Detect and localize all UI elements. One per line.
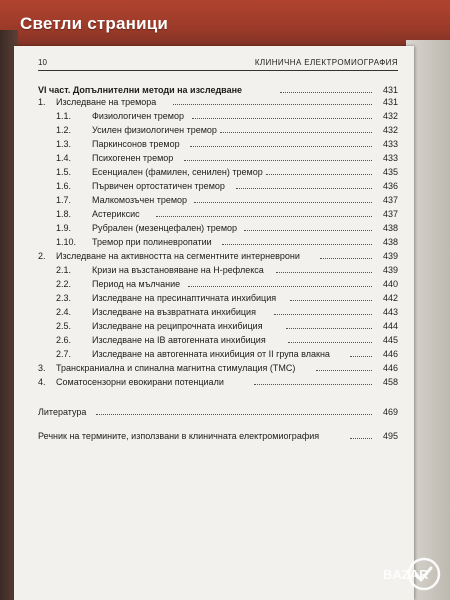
overlay-title: Светли страници (20, 14, 169, 33)
toc-entry (38, 194, 398, 206)
dot-leader (220, 132, 372, 133)
toc-entry-number: 2.5. (56, 321, 72, 331)
toc-entry-page: 432 (382, 125, 398, 135)
toc-entry (38, 320, 398, 332)
toc-entry-label: Изследване на IB автогенната инхибиция (92, 335, 266, 345)
toc-entry (38, 278, 398, 290)
toc-entry-number: 1.1. (56, 111, 72, 121)
toc-entry-page: 446 (382, 363, 398, 373)
toc-entry (38, 208, 398, 220)
toc-entry-label: Изследване на реципрочната инхибиция (92, 321, 263, 331)
toc-entry-label: Период на мълчание (92, 279, 181, 289)
dot-leader (274, 314, 372, 315)
toc-entry-label: Изследване на тремора (56, 97, 157, 107)
dot-leader (350, 356, 372, 357)
toc-entry (38, 110, 398, 122)
dot-leader (286, 328, 372, 329)
toc-entry-label: Тремор при полиневропатии (92, 237, 212, 247)
bazar-logo-icon (381, 548, 445, 600)
toc-entry-page: 442 (382, 293, 398, 303)
toc-entry-number: 1. (38, 97, 46, 107)
toc-entry (38, 406, 398, 418)
toc-entry-number: 4. (38, 377, 46, 387)
toc-entry (38, 222, 398, 234)
toc-entry-page: 439 (382, 265, 398, 275)
page-number: 10 (38, 58, 47, 67)
dot-leader (276, 272, 372, 273)
toc-entry-label: Изследване на активността на сегментните интерневрони (56, 251, 300, 261)
toc-entry-page: 445 (382, 335, 398, 345)
toc-entry-label: Изследване на автогенната инхибиция от II група влакна (92, 349, 330, 359)
toc-entry-page: 446 (382, 349, 398, 359)
book-page (14, 46, 414, 600)
toc-entry-page: 444 (382, 321, 398, 331)
dot-leader (320, 258, 372, 259)
toc-entry-page: 437 (382, 209, 398, 219)
toc-entry-page: 431 (382, 97, 398, 107)
dot-leader (236, 188, 372, 189)
toc-entry-label: Транскраниална и спинална магнитна стимулация (ТМС) (56, 363, 296, 373)
toc-entry-number: 2.1. (56, 265, 72, 275)
toc-entry-number: 2.2. (56, 279, 72, 289)
toc-entry-number: 1.5. (56, 167, 72, 177)
dot-leader (290, 300, 372, 301)
toc-entry-label: Първичен ортостатичен тремор (92, 181, 225, 191)
toc-entry (38, 124, 398, 136)
dot-leader (194, 202, 372, 203)
toc-entry-label: VI част. Допълнителни методи на изследване (38, 85, 243, 95)
toc-entry-label: Рубрален (мезенцефален) тремор (92, 223, 238, 233)
dot-leader (188, 286, 372, 287)
toc-entry-label: Малкомозъчен тремор (92, 195, 188, 205)
toc-entry-label: Физиологичен тремор (92, 111, 184, 121)
toc-part-heading (38, 84, 398, 96)
toc-entry-number: 2.6. (56, 335, 72, 345)
toc-entry-page: 437 (382, 195, 398, 205)
toc-entry-label: Есенциален (фамилен, сенилен) тремор (92, 167, 263, 177)
toc-entry-label: Паркинсонов тремор (92, 139, 180, 149)
toc-entry-number: 1.9. (56, 223, 72, 233)
toc-entry-label: Астериксис (92, 209, 140, 219)
toc-entry-number: 2.3. (56, 293, 72, 303)
toc-entry (38, 348, 398, 360)
toc-entry (38, 264, 398, 276)
dot-leader (244, 230, 372, 231)
toc-entry-label: Речник на термините, използвани в клиничната електромиография (38, 431, 320, 441)
dot-leader (254, 384, 372, 385)
toc-entry-page: 433 (382, 139, 398, 149)
toc-entry-page: 439 (382, 251, 398, 261)
dot-leader (184, 160, 372, 161)
toc-entry-number: 1.2. (56, 125, 72, 135)
toc-entry-page: 436 (382, 181, 398, 191)
toc-entry-number: 1.4. (56, 153, 72, 163)
toc-entry-page: 435 (382, 167, 398, 177)
toc-entry (38, 138, 398, 150)
toc-entry (38, 180, 398, 192)
toc-entry-label: Изследване на пресинаптичната инхибиция (92, 293, 277, 303)
running-title: КЛИНИЧНА ЕЛЕКТРОМИОГРАФИЯ (254, 58, 398, 67)
toc-entry (38, 376, 398, 388)
toc-entry-label: Кризи на възстановяване на H-рефлекса (92, 265, 264, 275)
toc-entry (38, 166, 398, 178)
toc-entry-label: Психогенен тремор (92, 153, 174, 163)
toc-entry-number: 1.8. (56, 209, 72, 219)
toc-entry (38, 292, 398, 304)
toc-entry (38, 96, 398, 108)
toc-entry-label: Соматосензорни евокирани потенциали (56, 377, 224, 387)
toc-entry-label: Изследване на възвратната инхибиция (92, 307, 256, 317)
running-header (38, 56, 398, 71)
dot-leader (192, 118, 372, 119)
toc-entry-number: 2.7. (56, 349, 72, 359)
dot-leader (173, 104, 372, 105)
toc-entry-number: 1.7. (56, 195, 72, 205)
toc-entry-page: 433 (382, 153, 398, 163)
toc-entry (38, 334, 398, 346)
toc-entry (38, 306, 398, 318)
toc-entry-number: 3. (38, 363, 46, 373)
toc-entry-page: 438 (382, 237, 398, 247)
toc-entry (38, 430, 398, 442)
dot-leader (288, 342, 372, 343)
watermark-text: BAZAR (383, 567, 429, 582)
dot-leader (266, 174, 372, 175)
dot-leader (350, 438, 372, 439)
dot-leader (316, 370, 372, 371)
toc-entry (38, 362, 398, 374)
toc-entry-page: 469 (382, 407, 398, 417)
dot-leader (96, 414, 372, 415)
toc-entry-number: 2. (38, 251, 46, 261)
toc-entry (38, 250, 398, 262)
dot-leader (156, 216, 372, 217)
dot-leader (222, 244, 372, 245)
toc-entry (38, 236, 398, 248)
toc-entry-number: 1.3. (56, 139, 72, 149)
toc-entry-page: 443 (382, 307, 398, 317)
toc-entry-page: 438 (382, 223, 398, 233)
toc-entry-page: 440 (382, 279, 398, 289)
toc-entry-number: 2.4. (56, 307, 72, 317)
toc-entry-page: 458 (382, 377, 398, 387)
toc-entry (38, 152, 398, 164)
toc-entry-number: 1.10. (56, 237, 77, 247)
toc-entry-label: Литература (38, 407, 87, 417)
dot-leader (190, 146, 372, 147)
toc-entry-page: 431 (382, 85, 398, 95)
toc-entry-page: 432 (382, 111, 398, 121)
dot-leader (280, 92, 372, 93)
toc-entry-label: Усилен физиологичен тремор (92, 125, 217, 135)
toc-entry-page: 495 (382, 431, 398, 441)
toc-entry-number: 1.6. (56, 181, 72, 191)
